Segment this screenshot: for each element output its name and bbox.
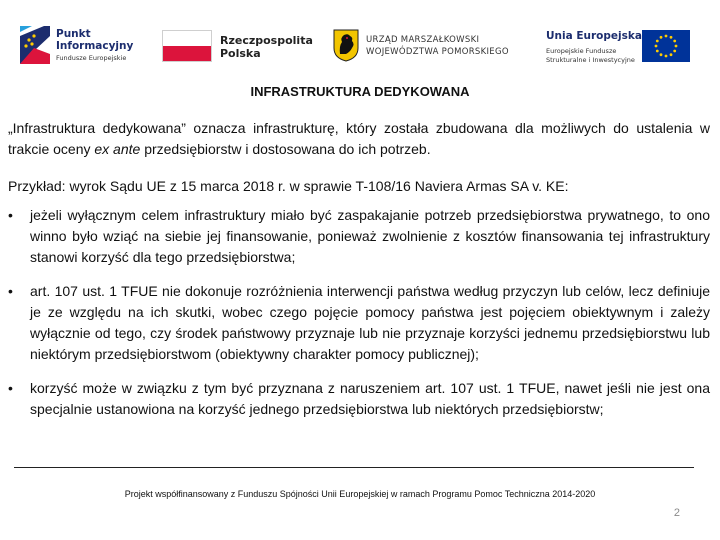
punkt-informacyjny-emblem-icon	[20, 26, 50, 64]
definition-italic: ex ante	[94, 141, 141, 157]
pomorskie-griffin-crest-icon	[332, 28, 360, 62]
bullet-list	[8, 205, 710, 420]
bullet-text: korzyść może w związku z tym być przyznana z naruszeniem art. 107 ust. 1 TFUE, nawet jeśli nie jest ona specjalnie ustanowiona na korzyść jednego przedsiębiorstwa lub niektórych przedsiębiorstw;	[30, 380, 710, 417]
list-item	[8, 378, 710, 420]
ue-line2: Europejskie Fundusze	[546, 47, 617, 55]
um-line2: WOJEWÓDZTWA POMORSKIEGO	[366, 47, 509, 57]
page-number: 2	[673, 507, 680, 519]
um-line1: URZĄD MARSZAŁKOWSKI	[366, 35, 480, 45]
bullet-text: jeżeli wyłącznym celem infrastruktury miało być zaspakajanie potrzeb przedsiębiorstwa prywatnego, to ono winno było wziąć na siebie jej finansowanie, ponieważ zwolnienie z kosztów finansowania tej infrastruktury stanowi korzyść dla tego przedsiębiorstwa;	[30, 207, 710, 265]
bullet-text: art. 107 ust. 1 TFUE nie dokonuje rozróżnienia interwencji państwa według przyczyn lub celów, lecz definiuje je ze względu na ich skutki, wobec czego pojęcie pomocy państwa jest pojęciem obiektywnym i zależy wyłącznie od tego, czy środek państwowy przyznaje lub nie przyznaje korzyści jednemu przedsiębiorstwu lub niektórym przedsiębiorstwom (obiektywny charakter pomocy publicznej);	[30, 283, 710, 362]
logo-strip	[0, 0, 720, 82]
bullet-icon: •	[8, 207, 13, 223]
ue-line1: Unia Europejska	[546, 30, 642, 42]
definition-paragraph	[8, 118, 710, 160]
polish-flag-icon	[162, 30, 212, 62]
rp-line2: Polska	[220, 47, 261, 60]
definition-text-post: przedsiębiorstw i dostosowana do ich potrzeb.	[140, 141, 431, 157]
punkt-line1: Punkt	[56, 28, 91, 40]
list-item	[8, 281, 710, 365]
definition-text-pre: „Infrastruktura dedykowana” oznacza infrastrukturę, który została zbudowana dla możliwych do ustalenia w trakcie oceny	[8, 120, 710, 157]
footer-divider	[14, 467, 694, 468]
punkt-line2: Informacyjny	[56, 40, 134, 52]
slide-content	[8, 118, 710, 433]
logo-rzeczpospolita-polska	[162, 18, 312, 70]
logo-unia-europejska	[546, 18, 696, 70]
bullet-icon: •	[8, 283, 13, 299]
logo-punkt-informacyjny	[20, 18, 145, 70]
ue-line3: Strukturalne i Inwestycyjne	[546, 56, 635, 64]
rp-line1: Rzeczpospolita	[220, 34, 313, 47]
eu-flag-icon	[642, 30, 690, 62]
punkt-line3: Fundusze Europejskie	[56, 54, 127, 62]
bullet-icon: •	[8, 380, 13, 396]
list-item	[8, 205, 710, 268]
footer-cofinancing-note: Projekt współfinansowany z Funduszu Spójności Unii Europejskiej w ramach Programu Pomoc Techniczna 2014-2020	[124, 489, 596, 499]
example-heading: Przykład: wyrok Sądu UE z 15 marca 2018 r. w sprawie T-108/16 Naviera Armas SA v. KE:	[8, 178, 569, 194]
logo-urzad-marszalkowski	[332, 18, 522, 70]
slide-title: INFRASTRUKTURA DEDYKOWANA	[250, 84, 470, 99]
